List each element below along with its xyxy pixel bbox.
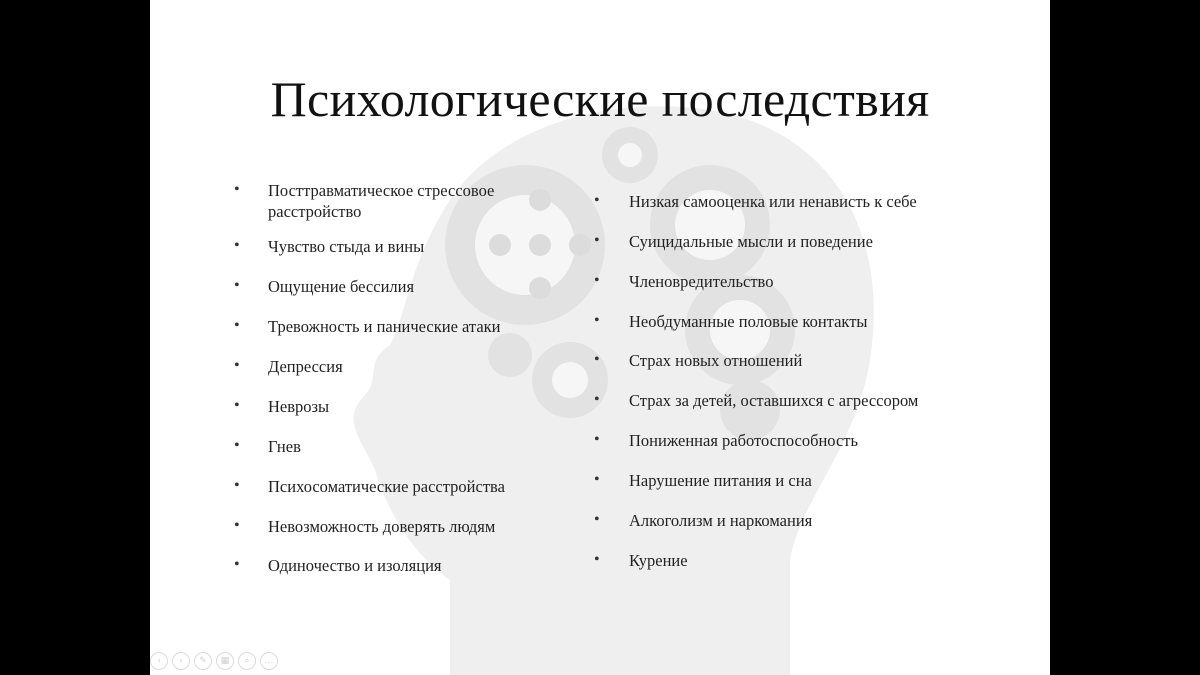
list-item-text: Неврозы [268,397,330,416]
bullet: • [234,277,240,294]
slideshow-toolbar [150,652,278,672]
list-item-text: Суицидальные мысли и поведение [629,232,873,251]
bullet: • [594,272,600,289]
bullet: • [594,391,600,408]
bullet: • [594,471,600,488]
bullet: • [234,357,240,374]
list-item-text: расстройство [268,202,362,221]
list-item-text: Курение [629,551,688,570]
bullet: • [234,477,240,494]
bullet: • [234,237,240,254]
list-item-text: Гнев [268,437,301,456]
list-item-text: Психосоматические расстройства [268,477,505,496]
previous-icon[interactable]: ‹ [150,652,168,670]
list-item-text: Чувство стыда и вины [268,237,425,256]
list-item-text: Посттравматическое стрессовое [268,181,495,200]
slide [150,0,1050,675]
list-item-text: Пониженная работоспособность [629,431,859,450]
next-icon[interactable]: › [172,652,190,670]
right-bullet-list [594,0,1014,675]
more-icon[interactable]: … [260,652,278,670]
bullet: • [234,437,240,454]
list-item-text: Страх новых отношений [629,351,803,370]
list-item-text: Нарушение питания и сна [629,471,812,490]
bullet: • [594,551,600,568]
list-item-text: Страх за детей, оставшихся с агрессором [629,391,919,410]
list-item-text: Тревожность и панические атаки [268,317,501,336]
bullet: • [234,317,240,334]
bullet: • [594,312,600,329]
bullet: • [594,511,600,528]
bullet: • [594,431,600,448]
list-item-text: Низкая самооценка или ненависть к себе [629,192,917,211]
left-bullet-list [234,0,554,675]
bullet: • [594,351,600,368]
zoom-icon[interactable]: ⌕ [238,652,256,670]
list-item-text: Алкоголизм и наркомания [629,511,813,530]
list-item-text: Членовредительство [629,272,774,291]
list-item-text: Невозможность доверять людям [268,517,496,536]
bullet: • [234,397,240,414]
list-item-text: Депрессия [268,357,343,376]
bullet: • [594,192,600,209]
bullet: • [234,517,240,534]
list-item-text: Необдуманные половые контакты [629,312,868,331]
bullet: • [594,232,600,249]
list-item-text: Одиночество и изоляция [268,556,442,575]
bullet: • [234,556,240,573]
pen-icon[interactable]: ✎ [194,652,212,670]
slides-icon[interactable]: ▦ [216,652,234,670]
bullet: • [234,181,240,198]
slide-title: Психологические последствия [270,71,930,127]
list-item-text: Ощущение бессилия [268,277,415,296]
